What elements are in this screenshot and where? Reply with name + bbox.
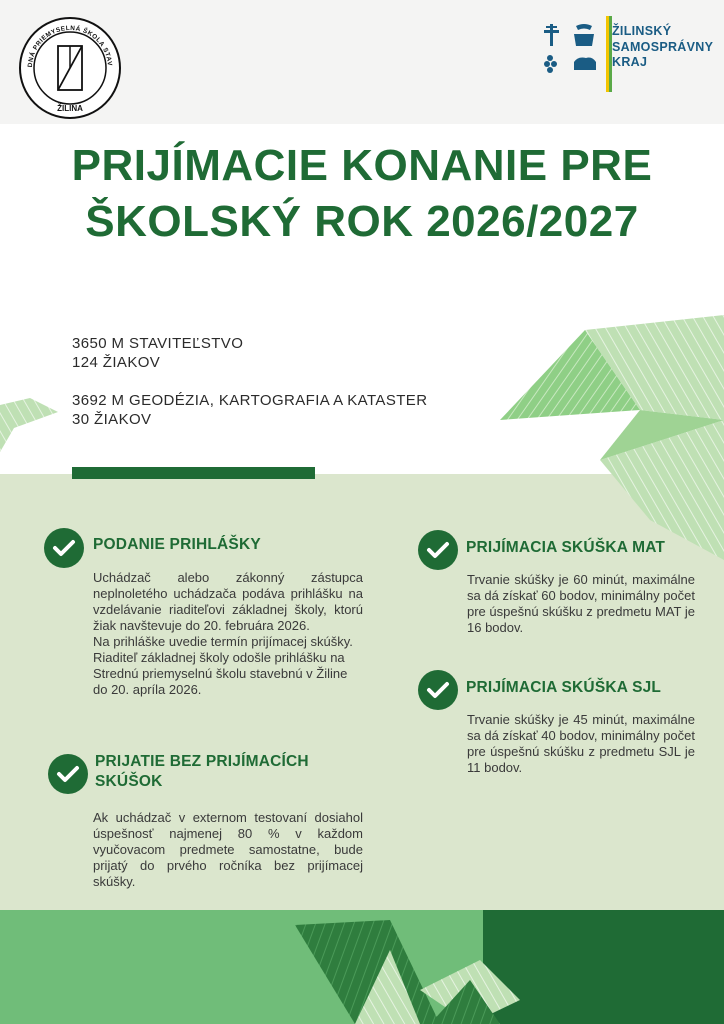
podanie-heading: PODANIE PRIHLÁŠKY xyxy=(93,536,261,553)
region-line-3: KRAJ xyxy=(612,55,648,69)
bez-heading xyxy=(95,752,309,792)
school-logo xyxy=(18,16,122,120)
bez-heading-line-1: PRIJATIE BEZ PRIJÍMACÍCH xyxy=(95,753,309,770)
podanie-paragraph-3: Riaditeľ základnej školy odošle prihlášku na Strednú priemyselnú školu stavebnú v Žiline do 20. apríla 2026. xyxy=(93,650,348,697)
check-icon xyxy=(44,528,84,568)
svg-text:STREDNÁ PRIEMYSELNÁ ŠKOLA STAV: DNÁ PRIEMYSELNÁ ŠKOLA STAV xyxy=(26,24,114,68)
region-name xyxy=(612,24,713,71)
program-1-students: 124 ŽIAKOV xyxy=(72,354,161,371)
sjl-heading: PRIJÍMACIA SKÚŠKA SJL xyxy=(466,679,662,696)
svg-text:ŽILINA: ŽILINA xyxy=(57,104,83,113)
region-line-1: ŽILINSKÝ xyxy=(612,24,672,38)
mat-body: Trvanie skúšky je 60 minút, maximálne sa dá získať 60 bodov, minimálny počet pre úspešnú skúšku z predmetu MAT je 16 bodov. xyxy=(467,572,695,635)
mat-heading: PRIJÍMACIA SKÚŠKA MAT xyxy=(466,539,666,556)
programs-list xyxy=(72,334,427,429)
podanie-paragraph-1: Uchádzač alebo zákonný zástupca neplnoletého uchádzača podáva prihlášku na vzdelávanie riaditeľovi základnej školy, ktorú žiak navštevuje do 20. februára 2026. xyxy=(93,570,363,633)
check-icon xyxy=(48,754,88,794)
podanie-paragraph-2: Na prihláške uvedie termín prijímacej skúšky. xyxy=(93,634,353,649)
sjl-body: Trvanie skúšky je 45 minút, maximálne sa dá získať 40 bodov, minimálny počet pre úspešnú skúšku z predmetu SJL je 11 bodov. xyxy=(467,712,695,775)
bez-body: Ak uchádzač v externom testovaní dosiahol úspešnosť najmenej 80 % v každom vyučovacom predmete samostatne, bude prijatý do prvého ročníka bez prijímacej skúšky. xyxy=(93,810,363,889)
check-icon xyxy=(418,670,458,710)
check-icon xyxy=(418,530,458,570)
title-line-2: ŠKOLSKÝ ROK 2026/2027 xyxy=(85,197,639,246)
program-2-name: 3692 M GEODÉZIA, KARTOGRAFIA A KATASTER xyxy=(72,392,428,409)
program-2-students: 30 ŽIAKOV xyxy=(72,411,152,428)
region-line-2: SAMOSPRÁVNY xyxy=(612,39,714,54)
page-title xyxy=(30,138,694,250)
bez-heading-line-2: SKÚŠOK xyxy=(95,773,163,790)
title-line-1: PRIJÍMACIE KONANIE PRE xyxy=(71,141,653,190)
coat-of-arms-icon xyxy=(538,14,612,94)
accent-bar xyxy=(72,467,315,479)
program-1-name: 3650 M STAVITEĽSTVO xyxy=(72,335,244,352)
origami-left xyxy=(0,398,58,452)
podanie-body xyxy=(93,570,363,698)
